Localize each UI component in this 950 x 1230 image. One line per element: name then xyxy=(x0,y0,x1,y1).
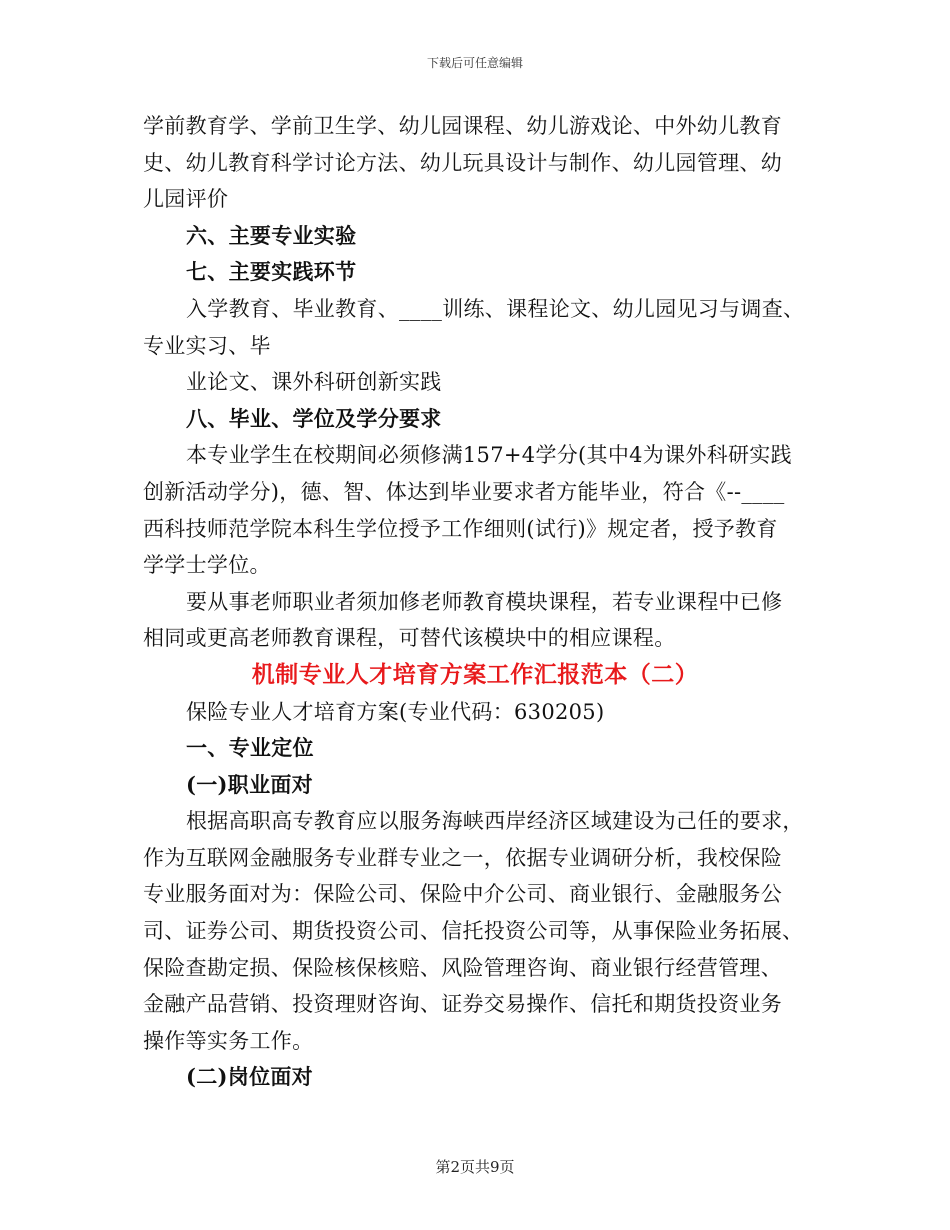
paragraph-line: 要从事老师职业者须加修老师教育模块课程，若专业课程中已修 xyxy=(186,589,783,614)
paragraph-line: 专业服务面对为：保险公司、保险中介公司、商业银行、金融服务公 xyxy=(143,882,782,907)
paragraph-line: 专业实习、毕 xyxy=(143,333,271,358)
paragraph-line: 创新活动学分)，德、智、体达到毕业要求者方能毕业，符合《--____ xyxy=(143,479,785,504)
paragraph-line: 金融产品营销、投资理财咨询、证券交易操作、信托和期货投资业务 xyxy=(143,992,782,1017)
paragraph-line: 入学教育、毕业教育、____训练、课程论文、幼儿园见习与调查、 xyxy=(186,296,805,321)
section-heading: (二)岗位面对 xyxy=(186,1064,313,1090)
document-body xyxy=(143,108,807,1096)
paragraph-line: 相同或更高老师教育课程，可替代该模块中的相应课程。 xyxy=(143,626,676,651)
paragraph-line: 史、幼儿教育科学讨论方法、幼儿玩具设计与制作、幼儿园管理、幼 xyxy=(143,150,782,175)
paragraph-line: 学前教育学、学前卫生学、幼儿园课程、幼儿游戏论、中外幼儿教育 xyxy=(143,114,782,138)
paragraph-line: 保险专业人才培育方案(专业代码：630205) xyxy=(186,699,605,724)
section-heading: 六、主要专业实验 xyxy=(186,222,357,248)
page-footer: 第2页共9页 xyxy=(435,1158,515,1176)
section-heading: (一)职业面对 xyxy=(186,771,313,797)
section-heading: 七、主要实践环节 xyxy=(186,259,357,285)
paragraph-line: 操作等实务工作。 xyxy=(143,1028,314,1053)
page-header: 下载后可任意编辑 xyxy=(426,56,523,70)
paragraph-line: 保险查勘定损、保险核保核赔、风险管理咨询、商业银行经营管理、 xyxy=(143,955,782,980)
paragraph-line: 作为互联网金融服务专业群专业之一，依据专业调研分析，我校保险 xyxy=(143,845,782,870)
section-title: 机制专业人才培育方案工作汇报范本（二） xyxy=(251,660,699,688)
section-heading: 一、专业定位 xyxy=(186,735,314,761)
paragraph-line: 学学士学位。 xyxy=(143,553,271,578)
section-heading: 八、毕业、学位及学分要求 xyxy=(186,405,442,431)
paragraph-line: 本专业学生在校期间必须修满157+4学分(其中4为课外科研实践 xyxy=(186,443,792,468)
paragraph-line: 司、证券公司、期货投资公司、信托投资公司等，从事保险业务拓展、 xyxy=(143,919,804,944)
paragraph-line: 儿园评价 xyxy=(143,187,229,212)
paragraph-line: 西科技师范学院本科生学位授予工作细则(试行)》规定者，授予教育 xyxy=(143,516,778,541)
paragraph-line: 业论文、课外科研创新实践 xyxy=(186,370,442,395)
paragraph-line: 根据高职高专教育应以服务海峡西岸经济区域建设为己任的要求， xyxy=(186,809,804,834)
